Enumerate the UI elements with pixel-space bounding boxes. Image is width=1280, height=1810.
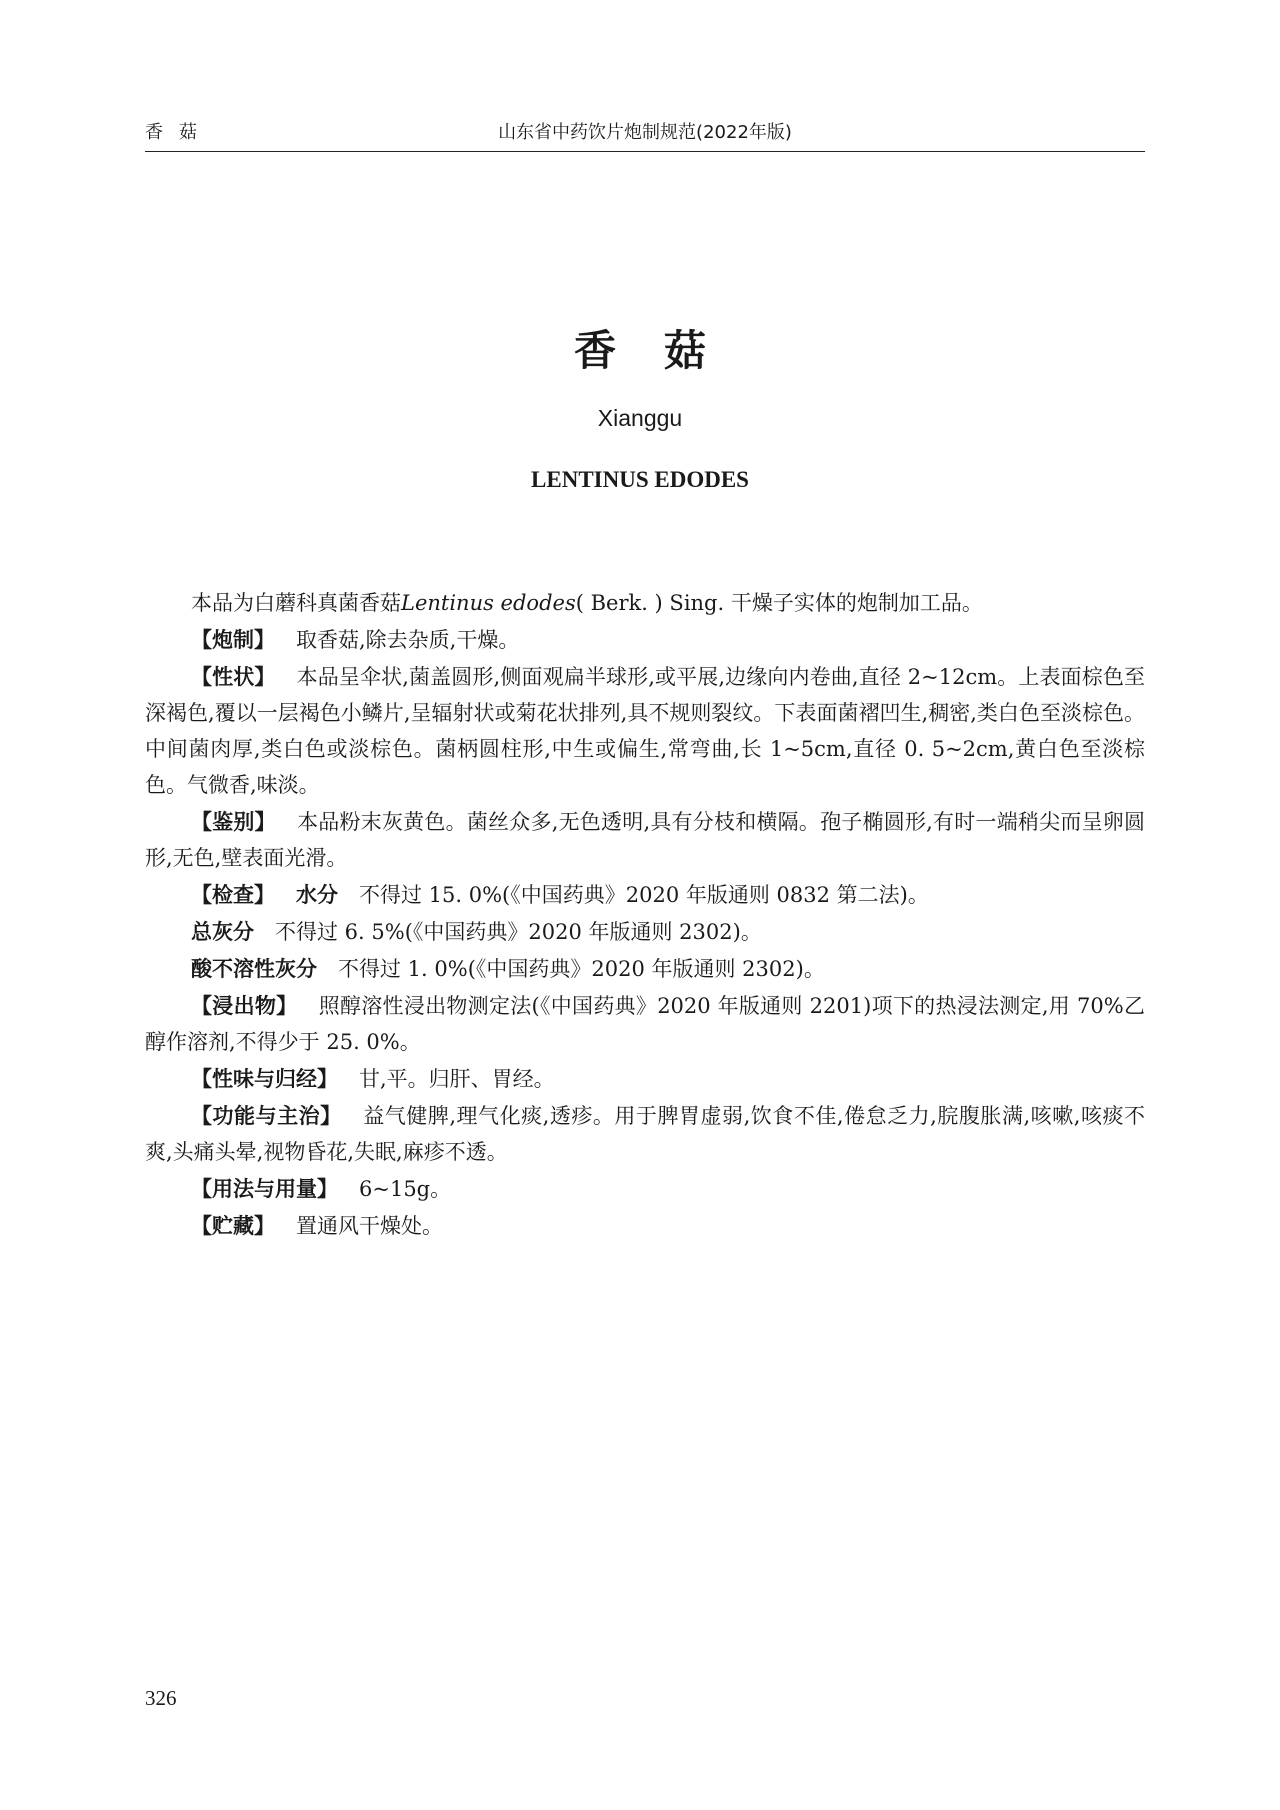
section-functions-label: 【功能与主治】 [191, 1104, 342, 1128]
intro-paragraph [145, 585, 1145, 621]
inspection-total-ash-text: 不得过 6. 5%(《中国药典》2020 年版通则 2302)。 [275, 920, 762, 944]
inspection-acid-ash-label: 酸不溶性灰分 [191, 957, 317, 981]
inspection-total-ash-label: 总灰分 [191, 920, 254, 944]
monograph-title-pinyin: Xianggu [597, 405, 683, 431]
running-head [145, 112, 1145, 152]
monograph-title-latin: LENTINUS EDODES [531, 467, 749, 492]
section-processing-text: 取香菇,除去杂质,干燥。 [296, 628, 520, 652]
section-storage-text: 置通风干燥处。 [296, 1214, 443, 1238]
section-identification [145, 804, 1145, 876]
inspection-water-text: 不得过 15. 0%(《中国药典》2020 年版通则 0832 第二法)。 [359, 883, 929, 907]
monograph-body [145, 585, 1145, 1244]
monograph-title-chinese: 香菇 [573, 326, 754, 375]
section-storage [145, 1208, 1145, 1244]
section-usage-dosage [145, 1171, 1145, 1207]
running-head-entry-name: 香菇 [145, 122, 213, 143]
intro-latin-name: Lentinus edodes [401, 591, 576, 615]
section-extract-text: 照醇溶性浸出物测定法(《中国药典》2020 年版通则 2201)项下的热浸法测定,用 70%乙醇作溶剂,不得少于 25. 0%。 [145, 994, 1146, 1054]
section-usage-dosage-label: 【用法与用量】 [191, 1177, 338, 1201]
section-identification-label: 【鉴别】 [191, 810, 276, 834]
section-functions-text: 益气健脾,理气化痰,透疹。用于脾胃虚弱,饮食不佳,倦怠乏力,脘腹胀满,咳嗽,咳痰不爽,头痛头晕,视物昏花,失眠,麻疹不透。 [145, 1104, 1145, 1164]
section-storage-label: 【贮藏】 [191, 1214, 275, 1238]
section-processing [145, 622, 1145, 658]
inspection-water-label: 水分 [296, 883, 338, 907]
section-functions [145, 1098, 1145, 1170]
page-number: 326 [145, 1686, 177, 1710]
section-nature-meridian-label: 【性味与归经】 [191, 1067, 338, 1091]
section-processing-label: 【炮制】 [191, 628, 275, 652]
intro-text-after: ( Berk. ) Sing. 干燥子实体的炮制加工品。 [575, 591, 983, 615]
section-extract [145, 988, 1145, 1060]
header-rule [145, 151, 1145, 152]
section-description [145, 659, 1145, 803]
section-nature-meridian-text: 甘,平。归肝、胃经。 [359, 1067, 555, 1091]
section-description-label: 【性状】 [191, 665, 276, 689]
section-inspection-water [145, 877, 1145, 913]
inspection-acid-ash-text: 不得过 1. 0%(《中国药典》2020 年版通则 2302)。 [338, 957, 825, 981]
section-inspection-total-ash [145, 914, 1145, 950]
section-usage-dosage-text: 6~15g。 [359, 1177, 452, 1201]
section-description-text: 本品呈伞状,菌盖圆形,侧面观扁半球形,或平展,边缘向内卷曲,直径 2~12cm。上表面棕色至深褐色,覆以一层褐色小鳞片,呈辐射状或菊花状排列,具不规则裂纹。下表面菌褶凹生,稠密,类白色至淡棕色。中间菌肉厚,类白色或淡棕色。菌柄圆柱形,中生或偏生,常弯曲,长 1~5cm,直径 0. 5~2cm,黄白色至淡棕色。气微香,味淡。 [145, 665, 1145, 797]
section-inspection-label: 【检查】 [191, 883, 275, 907]
section-extract-label: 【浸出物】 [191, 994, 298, 1018]
running-head-book-title: 山东省中药饮片炮制规范(2022年版) [498, 122, 792, 143]
intro-text-before: 本品为白蘑科真菌香菇 [191, 591, 401, 615]
section-inspection-acid-ash [145, 951, 1145, 987]
section-identification-text: 本品粉末灰黄色。菌丝众多,无色透明,具有分枝和横隔。孢子椭圆形,有时一端稍尖而呈卵圆形,无色,壁表面光滑。 [145, 810, 1145, 870]
section-nature-meridian [145, 1061, 1145, 1097]
